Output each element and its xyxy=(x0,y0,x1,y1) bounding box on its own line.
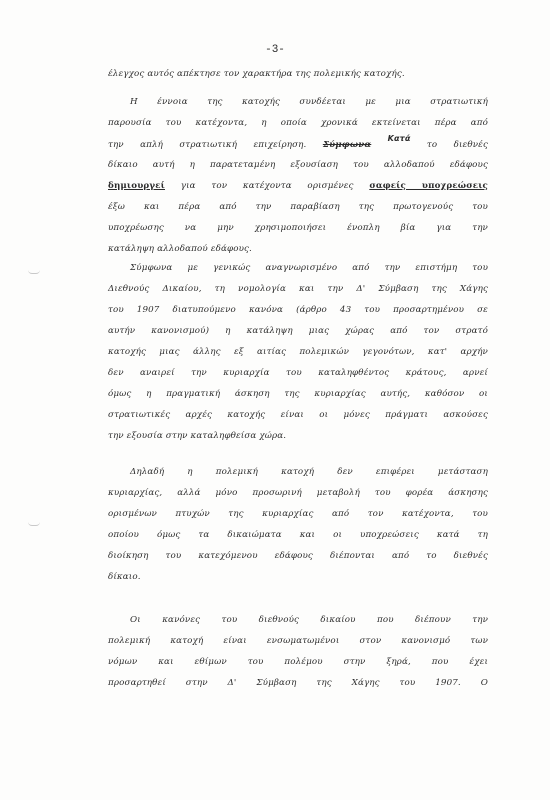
text-line: δίκαιο. xyxy=(108,572,141,582)
binding-mark xyxy=(28,270,40,274)
handwritten-correction: Κατά xyxy=(387,134,411,143)
text-line: την εξουσία στην καταληφθείσα χώρα. xyxy=(108,431,287,441)
text-line: Διεθνούς Δικαίου, τη νομολογία και την Δ' Σύμβαση της Χάγης xyxy=(108,284,488,294)
underlined-word: δημιουργεί xyxy=(108,181,165,191)
paragraph xyxy=(108,258,488,447)
text-fragment: το διεθνές xyxy=(426,140,489,150)
text-line: έλεγχος αυτός απέκτησε τον χαρακτήρα της πολεμικής κατοχής. xyxy=(108,69,405,79)
text-line: διοίκηση του κατεχόμενου εδάφους διέπονται από το διεθνές xyxy=(108,551,488,561)
text-line: Οι κανόνες του διεθνούς δικαίου που διέπουν την xyxy=(130,615,488,625)
text-line: αυτήν κανονισμού) η κατάληψη μιας χώρας από τον στρατό xyxy=(108,326,488,336)
text-line: του 1907 διατυπούμενο κανόνα (άρθρο 43 του προσαρτημένου σε xyxy=(108,305,488,315)
text-line: οποίου όμως τα δικαιώματα και οι υποχρεώσεις κατά τη xyxy=(108,530,488,540)
text-line: προσαρτηθεί στην Δ' Σύμβαση της Χάγης του 1907. Ο xyxy=(108,678,488,688)
text-line: υποχρέωσης να μην χρησιμοποιήσει ένοπλη βία για την xyxy=(108,223,488,233)
paragraph xyxy=(108,92,488,260)
struck-word: Σύμφωνα xyxy=(322,140,372,150)
underlined-phrase: σαφείς υποχρεώσεις xyxy=(369,181,488,191)
paragraph xyxy=(108,462,488,588)
text-line xyxy=(108,176,488,197)
text-line: δεν αναιρεί την κυριαρχία του καταληφθέντος κράτους, αρνεί xyxy=(108,368,488,378)
text-line: έξω και πέρα από την παραβίαση της πρωτογενούς του xyxy=(108,202,488,212)
text-fragment: την απλή στρατιωτική επιχείρηση. xyxy=(108,140,307,150)
text-line: Δηλαδή η πολεμική κατοχή δεν επιφέρει μετάσταση xyxy=(130,467,488,477)
paragraph xyxy=(108,610,488,694)
text-line: όμως η πραγματική άσκηση της κυριαρχίας αυτής, καθόσον οι xyxy=(108,389,488,399)
text-line: ορισμένων πτυχών της κυριαρχίας από τον κατέχοντα, του xyxy=(108,509,488,519)
binding-mark xyxy=(28,522,40,526)
text-line: παρουσία του κατέχοντα, η οποία χρονικά εκτείνεται πέρα από xyxy=(108,118,488,128)
text-line: Η έννοια της κατοχής συνδέεται με μια στρατιωτική xyxy=(130,97,488,107)
paragraph xyxy=(108,64,488,85)
text-line: Σύμφωνα με γενικώς αναγνωρισμένο από την επιστήμη του xyxy=(130,263,488,273)
text-fragment: για τον κατέχοντα ορισμένες xyxy=(180,181,370,191)
text-line: κατοχής μιας άλλης εξ αιτίας πολεμικών γεγονότων, κατ' αρχήν xyxy=(108,347,488,357)
text-line: νόμων και εθίμων του πολέμου στην ξηρά, που έχει xyxy=(108,657,488,667)
text-line: δίκαιο αυτή η παρατεταμένη εξουσίαση του αλλοδαπού εδάφους xyxy=(108,160,488,170)
text-line: κατάληψη αλλοδαπού εδάφους. xyxy=(108,244,252,254)
text-line xyxy=(108,134,488,155)
text-line: στρατιωτικές αρχές κατοχής είναι οι μόνες πράγματι ασκούσες xyxy=(108,410,488,420)
text-line: πολεμική κατοχή είναι ενσωματωμένοι στον κανονισμό των xyxy=(108,636,488,646)
text-line: κυριαρχίας, αλλά μόνο προσωρινή μεταβολή του φορέα άσκησης xyxy=(108,488,488,498)
page-number: -3- xyxy=(265,44,285,56)
